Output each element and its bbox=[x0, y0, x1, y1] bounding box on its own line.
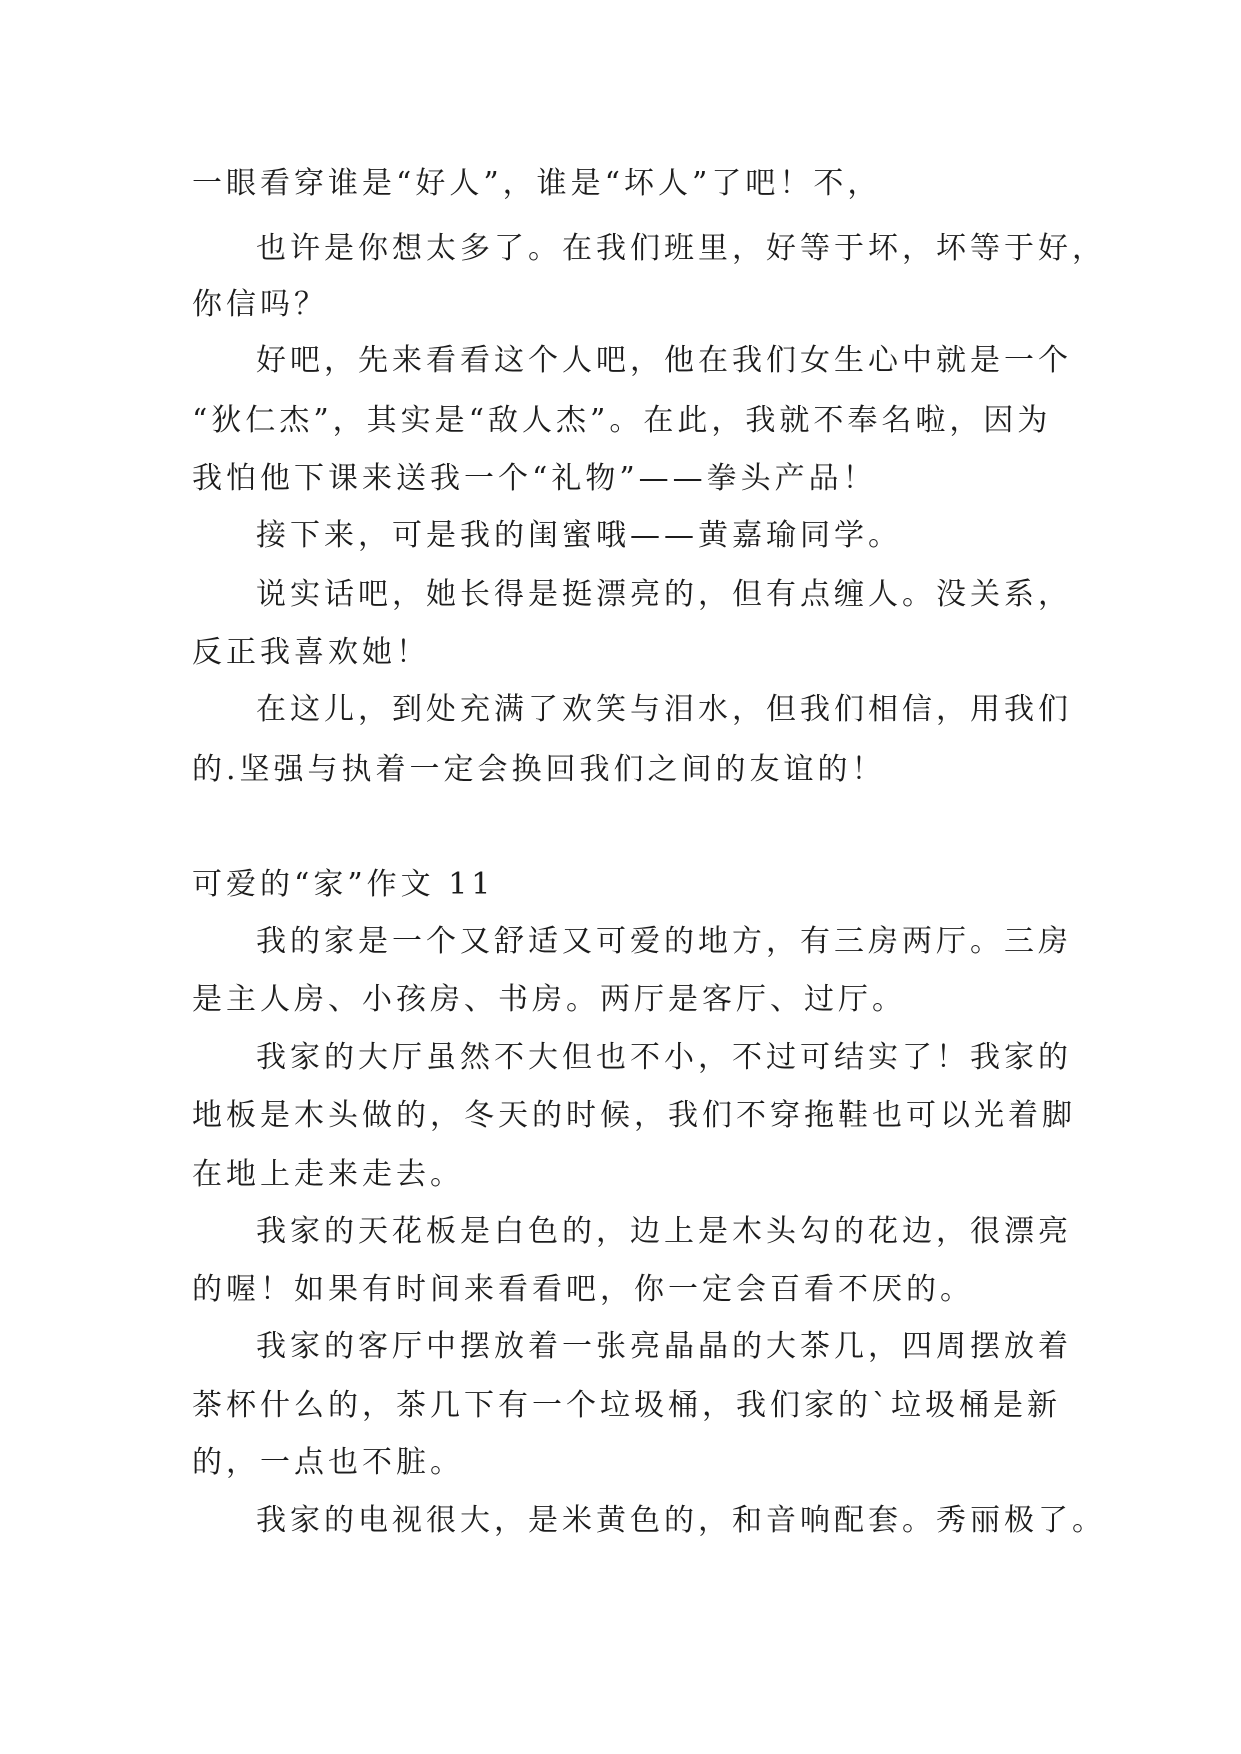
paragraph-line: 的喔！如果有时间来看看吧，你一定会百看不厌的。 bbox=[192, 1272, 974, 1307]
paragraph-line: “狄仁杰”，其实是“敌人杰”。在此，我就不奉名啦，因为 bbox=[192, 403, 1052, 438]
paragraph-line: 我怕他下课来送我一个“礼物”——拳头产品！ bbox=[192, 461, 877, 496]
paragraph-line: 我家的天花板是白色的，边上是木头勾的花边，很漂亮 bbox=[256, 1214, 1072, 1249]
paragraph-line: 我家的客厅中摆放着一张亮晶晶的大茶几，四周摆放着 bbox=[256, 1329, 1072, 1364]
paragraph-line: 也许是你想太多了。在我们班里，好等于坏，坏等于好， bbox=[256, 231, 1106, 266]
paragraph-line: 接下来，可是我的闺蜜哦——黄嘉瑜同学。 bbox=[256, 518, 902, 553]
paragraph-line: 的，一点也不脏。 bbox=[192, 1445, 464, 1480]
paragraph-line: 说实话吧，她长得是挺漂亮的，但有点缠人。没关系， bbox=[256, 577, 1072, 612]
paragraph-line: 在这儿，到处充满了欢笑与泪水，但我们相信，用我们 bbox=[256, 692, 1072, 727]
essay-heading: 可爱的“家”作文 11 bbox=[192, 867, 495, 902]
paragraph-line: 我家的大厅虽然不大但也不小，不过可结实了！我家的 bbox=[256, 1040, 1072, 1075]
paragraph-line: 地板是木头做的，冬天的时候，我们不穿拖鞋也可以光着脚 bbox=[192, 1098, 1076, 1133]
paragraph-line: 反正我喜欢她！ bbox=[192, 635, 430, 670]
paragraph-line: 我的家是一个又舒适又可爱的地方，有三房两厅。三房 bbox=[256, 924, 1072, 959]
paragraph-line: 一眼看穿谁是“好人”，谁是“坏人”了吧！不， bbox=[192, 166, 882, 201]
paragraph-line: 是主人房、小孩房、书房。两厅是客厅、过厅。 bbox=[192, 982, 906, 1017]
paragraph-line: 你信吗？ bbox=[192, 287, 328, 322]
paragraph-line: 茶杯什么的，茶几下有一个垃圾桶，我们家的`垃圾桶是新 bbox=[192, 1388, 1061, 1423]
paragraph-line: 在地上走来走去。 bbox=[192, 1157, 464, 1192]
paragraph-line: 的.坚强与执着一定会换回我们之间的友谊的！ bbox=[192, 752, 886, 787]
paragraph-line: 好吧，先来看看这个人吧，他在我们女生心中就是一个 bbox=[256, 343, 1072, 378]
paragraph-line: 我家的电视很大，是米黄色的，和音响配套。秀丽极了。 bbox=[256, 1503, 1106, 1538]
